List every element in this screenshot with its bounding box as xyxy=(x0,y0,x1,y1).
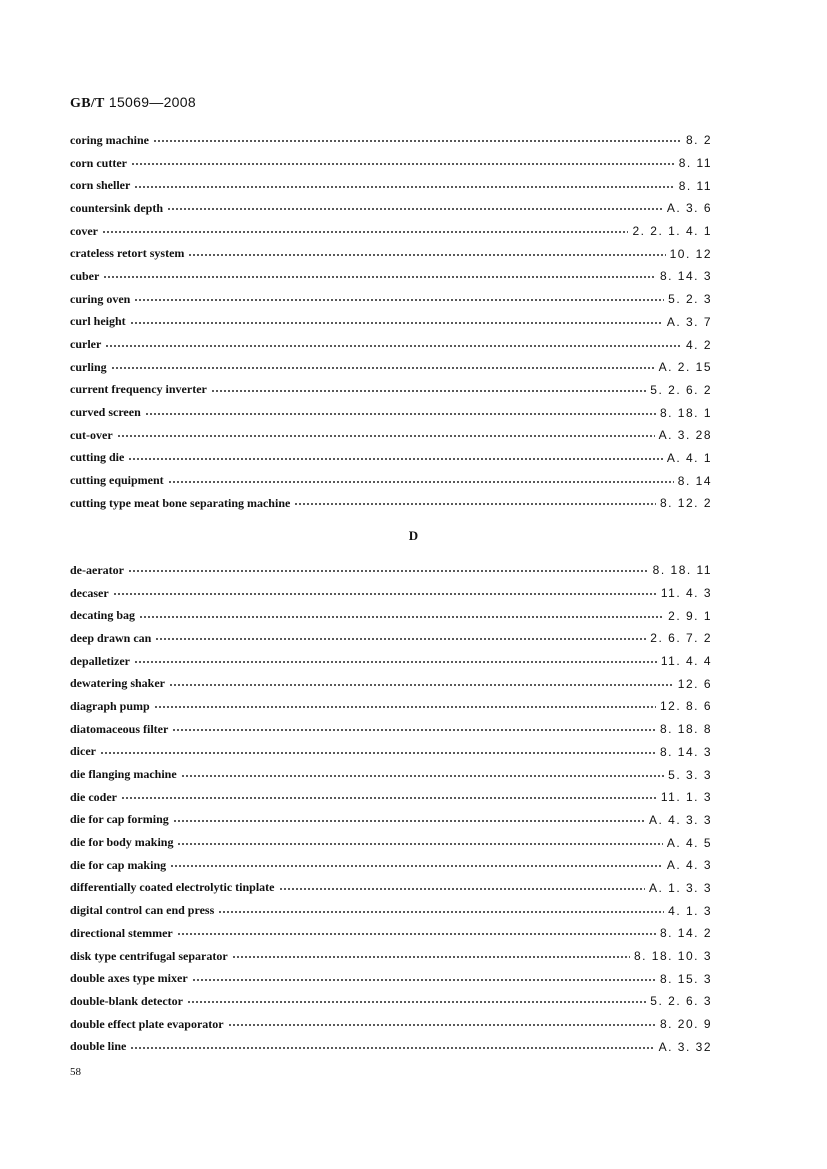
index-entry xyxy=(70,945,712,968)
index-entry xyxy=(70,786,712,809)
index-reference: 8. 14. 2 xyxy=(659,926,712,941)
index-term: curling xyxy=(70,359,107,374)
dot-leader xyxy=(121,793,657,803)
index-entry xyxy=(70,220,712,243)
dot-leader xyxy=(177,839,662,849)
dot-leader xyxy=(187,997,646,1007)
index-list-d xyxy=(70,559,712,1058)
index-entry xyxy=(70,604,712,627)
dot-leader xyxy=(154,702,656,712)
index-term: cut-over xyxy=(70,427,113,442)
dot-leader xyxy=(192,975,656,985)
index-reference: 8. 2 xyxy=(685,133,712,148)
index-term: de-aerator xyxy=(70,562,124,577)
index-reference: 8. 18. 11 xyxy=(652,563,712,578)
index-reference: 5. 2. 3 xyxy=(668,292,712,307)
index-reference: 4. 2 xyxy=(685,337,712,352)
index-term: corn cutter xyxy=(70,155,127,170)
index-reference: 5. 2. 6. 2 xyxy=(650,382,712,397)
index-reference: 8. 14. 3 xyxy=(659,744,712,759)
index-reference: 5. 3. 3 xyxy=(668,767,712,782)
index-entry xyxy=(70,741,712,764)
index-reference: A. 4. 1 xyxy=(666,450,712,465)
index-term: decaser xyxy=(70,585,109,600)
index-reference: 5. 2. 6. 3 xyxy=(650,994,712,1009)
index-entry xyxy=(70,831,712,854)
page-number: 58 xyxy=(70,1066,81,1078)
index-term: cover xyxy=(70,223,98,238)
index-term: deep drawn can xyxy=(70,630,152,645)
index-term: double-blank detector xyxy=(70,993,184,1008)
index-reference: 2. 9. 1 xyxy=(668,608,712,623)
index-reference: 2. 6. 7. 2 xyxy=(650,631,712,646)
dot-leader xyxy=(279,884,645,894)
index-term: double line xyxy=(70,1039,127,1054)
index-term: double effect plate evaporator xyxy=(70,1016,224,1031)
index-term: directional stemmer xyxy=(70,925,173,940)
index-term: decating bag xyxy=(70,608,136,623)
index-term: die for cap forming xyxy=(70,812,169,827)
index-term: diagraph pump xyxy=(70,698,150,713)
index-reference: 11. 4. 3 xyxy=(660,586,712,601)
index-entry xyxy=(70,311,712,334)
index-term: dewatering shaker xyxy=(70,676,165,691)
dot-leader xyxy=(153,136,682,146)
index-reference: A. 4. 5 xyxy=(666,835,712,850)
index-reference: 2. 2. 1. 4. 1 xyxy=(632,224,712,239)
dot-leader xyxy=(170,861,663,871)
dot-leader xyxy=(100,748,656,758)
index-reference: 8. 18. 8 xyxy=(659,722,712,737)
index-term: differentially coated electrolytic tinplate xyxy=(70,880,275,895)
index-entry xyxy=(70,265,712,288)
index-entry xyxy=(70,695,712,718)
index-term: disk type centrifugal separator xyxy=(70,948,228,963)
index-term: curved screen xyxy=(70,405,141,420)
dot-leader xyxy=(134,657,657,667)
dot-leader xyxy=(155,634,646,644)
index-reference: A. 3. 7 xyxy=(666,314,712,329)
index-entry xyxy=(70,1013,712,1036)
index-reference: A. 4. 3. 3 xyxy=(648,812,712,827)
index-term: coring machine xyxy=(70,132,149,147)
dot-leader xyxy=(232,952,630,962)
index-entry xyxy=(70,809,712,832)
dot-leader xyxy=(130,318,663,328)
index-reference: 8. 18. 1 xyxy=(659,405,712,420)
index-entry xyxy=(70,967,712,990)
index-entry xyxy=(70,1035,712,1058)
dot-leader xyxy=(211,386,646,396)
section-heading-d: D xyxy=(408,528,419,543)
dot-leader xyxy=(117,431,655,441)
index-entry xyxy=(70,469,712,492)
index-reference: 11. 4. 4 xyxy=(660,654,712,669)
index-entry xyxy=(70,356,712,379)
index-entry xyxy=(70,922,712,945)
dot-leader xyxy=(130,1043,654,1053)
dot-leader xyxy=(128,454,662,464)
index-entry xyxy=(70,447,712,470)
dot-leader xyxy=(173,816,645,826)
index-term: corn sheller xyxy=(70,178,131,193)
dot-leader xyxy=(105,341,682,351)
dot-leader xyxy=(128,566,649,576)
standard-number: 15069—2008 xyxy=(108,94,196,110)
index-term: die coder xyxy=(70,789,117,804)
index-entry xyxy=(70,333,712,356)
index-entry xyxy=(70,627,712,650)
index-entry xyxy=(70,174,712,197)
index-reference: 8. 14. 3 xyxy=(659,269,712,284)
index-term: die for cap making xyxy=(70,857,167,872)
index-entry xyxy=(70,899,712,922)
index-entry xyxy=(70,401,712,424)
index-term: die flanging machine xyxy=(70,767,177,782)
index-term: diatomaceous filter xyxy=(70,721,169,736)
index-term: cutting equipment xyxy=(70,473,164,488)
dot-leader xyxy=(113,589,657,599)
index-term: depalletizer xyxy=(70,653,130,668)
index-entry xyxy=(70,424,712,447)
index-term: current frequency inverter xyxy=(70,382,207,397)
index-reference: A. 3. 28 xyxy=(658,428,712,443)
index-entry xyxy=(70,990,712,1013)
index-entry xyxy=(70,288,712,311)
index-entry xyxy=(70,718,712,741)
index-reference: 12. 8. 6 xyxy=(659,699,712,714)
dot-leader xyxy=(218,907,664,917)
dot-leader xyxy=(181,771,664,781)
dot-leader xyxy=(102,227,628,237)
index-reference: 11. 1. 3 xyxy=(660,790,712,805)
index-term: cuber xyxy=(70,268,100,283)
index-reference: 10. 12 xyxy=(669,246,712,261)
index-reference: 12. 6 xyxy=(677,676,712,691)
index-reference: 8. 11 xyxy=(678,156,712,171)
index-term: countersink depth xyxy=(70,200,164,215)
standard-code: GB/T xyxy=(70,96,105,111)
index-entry xyxy=(70,672,712,695)
dot-leader xyxy=(145,409,656,419)
index-reference: 4. 1. 3 xyxy=(668,903,712,918)
index-reference: 8. 14 xyxy=(677,473,712,488)
index-reference: 8. 18. 10. 3 xyxy=(633,949,712,964)
dot-leader xyxy=(169,680,674,690)
index-entry xyxy=(70,559,712,582)
dot-leader xyxy=(134,295,664,305)
index-reference: 8. 11 xyxy=(678,178,712,193)
index-reference: A. 3. 32 xyxy=(658,1039,712,1054)
dot-leader xyxy=(294,499,656,509)
index-reference: A. 3. 6 xyxy=(666,201,712,216)
dot-leader xyxy=(177,929,656,939)
document-header xyxy=(70,94,196,112)
index-entry xyxy=(70,582,712,605)
dot-leader xyxy=(103,272,656,282)
index-reference: 8. 12. 2 xyxy=(659,496,712,511)
index-entry xyxy=(70,877,712,900)
index-term: cutting die xyxy=(70,450,125,465)
index-entry xyxy=(70,763,712,786)
index-term: die for body making xyxy=(70,835,174,850)
index-term: curing oven xyxy=(70,291,131,306)
index-term: digital control can end press xyxy=(70,903,215,918)
index-term: curl height xyxy=(70,314,126,329)
index-list-c xyxy=(70,129,712,515)
dot-leader xyxy=(167,204,663,214)
index-term: dicer xyxy=(70,744,96,759)
index-entry xyxy=(70,854,712,877)
index-reference: A. 4. 3 xyxy=(666,858,712,873)
index-term: cutting type meat bone separating machine xyxy=(70,495,291,510)
dot-leader xyxy=(168,477,674,487)
dot-leader xyxy=(131,159,675,169)
index-entry xyxy=(70,492,712,515)
dot-leader xyxy=(188,250,665,260)
index-reference: 8. 20. 9 xyxy=(659,1017,712,1032)
index-term: double axes type mixer xyxy=(70,971,188,986)
index-entry xyxy=(70,129,712,152)
dot-leader xyxy=(111,363,655,373)
index-reference: A. 1. 3. 3 xyxy=(648,880,712,895)
index-term: crateless retort system xyxy=(70,246,185,261)
dot-leader xyxy=(134,182,674,192)
index-entry xyxy=(70,152,712,175)
index-reference: A. 2. 15 xyxy=(658,360,712,375)
index-reference: 8. 15. 3 xyxy=(659,971,712,986)
dot-leader xyxy=(139,612,664,622)
index-term: curler xyxy=(70,337,102,352)
index-entry xyxy=(70,650,712,673)
dot-leader xyxy=(172,725,656,735)
index-entry xyxy=(70,197,712,220)
dot-leader xyxy=(228,1020,656,1030)
index-entry xyxy=(70,242,712,265)
index-entry xyxy=(70,379,712,402)
